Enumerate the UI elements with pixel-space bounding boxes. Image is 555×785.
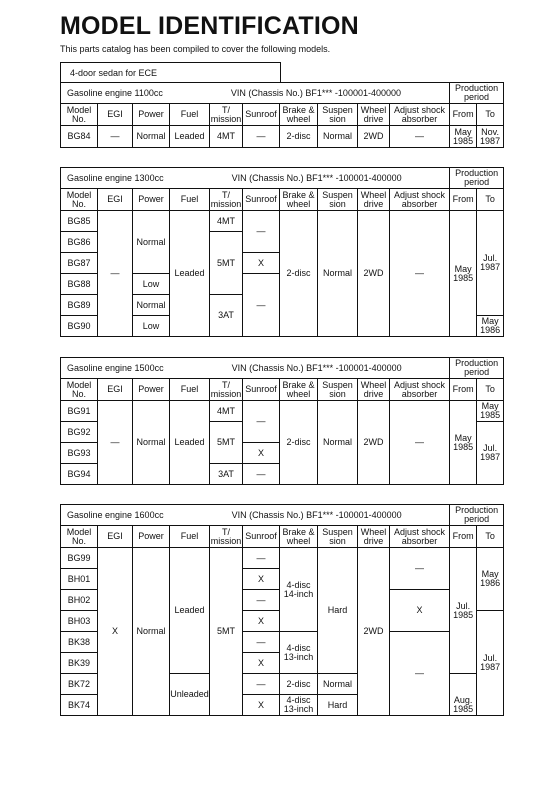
power-cell: Low (133, 274, 170, 295)
vin-range: VIN (Chassis No.) BF1*** -100001-400000 (231, 509, 402, 520)
col-brake: Brake & wheel (280, 379, 318, 401)
col-fuel: Fuel (170, 189, 210, 211)
col-egi: EGI (98, 104, 133, 126)
col-from: From (450, 104, 477, 126)
table-row (61, 126, 504, 148)
sunroof-cell: X (243, 569, 280, 590)
model-cell: BG99 (61, 548, 98, 569)
egi-cell: X (98, 548, 133, 716)
brake-cell: 2-disc (280, 401, 318, 485)
from-cell: May 1985 (450, 401, 477, 485)
drive-cell: 2WD (358, 548, 390, 716)
engine-header (61, 83, 450, 104)
model-cell: BG89 (61, 295, 98, 316)
model-cell: BH03 (61, 611, 98, 632)
col-brake: Brake & wheel (280, 104, 318, 126)
model-cell: BK38 (61, 632, 98, 653)
model-cell: BG93 (61, 443, 98, 464)
production-header: Production period (450, 168, 504, 189)
col-model: Model No. (61, 379, 98, 401)
suspension-cell: Normal (318, 211, 358, 337)
sunroof-cell: — (243, 401, 280, 443)
table-1600cc (60, 504, 504, 716)
shock-cell: — (390, 401, 450, 485)
col-model: Model No. (61, 104, 98, 126)
col-shock: Adjust shock absorber (390, 189, 450, 211)
to-cell: May 1986 (477, 548, 504, 611)
table-1100cc (60, 82, 504, 148)
egi-cell: — (98, 401, 133, 485)
fuel-cell: Unleaded (170, 674, 210, 716)
table-row (61, 401, 504, 422)
transmission-cell: 4MT (210, 211, 243, 232)
vin-range: VIN (Chassis No.) BF1*** -100001-400000 (231, 362, 402, 373)
to-cell: Jul. 1987 (477, 422, 504, 485)
engine-header (61, 358, 450, 379)
from-cell: May 1985 (450, 126, 477, 148)
model-cell: BG86 (61, 232, 98, 253)
to-cell: Nov. 1987 (477, 126, 504, 148)
drive-cell: 2WD (358, 401, 390, 485)
model-cell: BH02 (61, 590, 98, 611)
egi-cell: — (98, 211, 133, 337)
page-subtitle: This parts catalog has been compiled to cover the following models. (60, 44, 331, 54)
suspension-cell: Normal (318, 674, 358, 695)
table-row (61, 211, 504, 232)
sunroof-cell: X (243, 443, 280, 464)
drive-cell: 2WD (358, 126, 390, 148)
shock-cell: — (390, 211, 450, 337)
col-from: From (450, 526, 477, 548)
model-cell: BK72 (61, 674, 98, 695)
engine-label: Gasoline engine 1100cc (67, 87, 163, 98)
sunroof-cell: X (243, 253, 280, 274)
table-row (61, 548, 504, 569)
transmission-cell: 3AT (210, 295, 243, 337)
col-wheel-drive: Wheel drive (358, 379, 390, 401)
model-cell: BG90 (61, 316, 98, 337)
vin-range: VIN (Chassis No.) BF1*** -100001-400000 (231, 172, 402, 183)
from-cell: Jul. 1985 (450, 548, 477, 674)
col-transmission: T/ mission (210, 189, 242, 209)
engine-label: Gasoline engine 1600cc (67, 509, 164, 520)
shock-cell: — (390, 548, 450, 590)
col-wheel-drive: Wheel drive (358, 104, 390, 126)
power-cell: Normal (133, 211, 170, 274)
model-cell: BK74 (61, 695, 98, 716)
col-model: Model No. (61, 526, 98, 548)
transmission-cell: 3AT (210, 464, 243, 485)
vin-range: VIN (Chassis No.) BF1*** -100001-400000 (230, 87, 401, 98)
engine-header (61, 168, 450, 189)
sunroof-cell: — (243, 674, 280, 695)
col-wheel-drive: Wheel drive (358, 189, 390, 211)
fuel-cell: Leaded (170, 211, 210, 337)
table-1500cc (60, 357, 504, 485)
engine-label: Gasoline engine 1500cc (67, 362, 164, 373)
table-1300cc (60, 167, 504, 337)
col-to: To (477, 379, 504, 401)
transmission-cell: 5MT (210, 548, 243, 716)
model-cell: BG87 (61, 253, 98, 274)
brake-cell: 4-disc 13-inch (280, 695, 318, 716)
power-cell: Normal (133, 295, 170, 316)
col-shock: Adjust shock absorber (390, 104, 450, 126)
model-cell: BG88 (61, 274, 98, 295)
from-cell: Aug. 1985 (450, 674, 477, 716)
sunroof-cell: — (243, 548, 280, 569)
model-cell: BG94 (61, 464, 98, 485)
col-suspension: Suspen sion (318, 189, 358, 211)
col-transmission: T/ mission (210, 526, 242, 546)
suspension-cell: Normal (318, 126, 358, 148)
egi-cell: — (98, 126, 133, 148)
col-from: From (450, 189, 477, 211)
transmission-cell: 4MT (210, 401, 243, 422)
col-sunroof: Sunroof (243, 189, 280, 211)
power-cell: Normal (133, 548, 170, 716)
sunroof-cell: — (243, 590, 280, 611)
model-cell: BG92 (61, 422, 98, 443)
to-cell: May 1985 (477, 401, 504, 422)
to-cell: Jul. 1987 (477, 611, 504, 716)
suspension-cell: Hard (318, 548, 358, 674)
shock-cell: — (390, 126, 450, 148)
sunroof-cell: X (243, 695, 280, 716)
col-power: Power (133, 526, 170, 548)
brake-cell: 2-disc (280, 211, 318, 337)
page-title: MODEL IDENTIFICATION (60, 12, 359, 40)
col-transmission: T/ mission (210, 379, 242, 399)
sunroof-cell: — (243, 126, 280, 148)
model-cell: BG91 (61, 401, 98, 422)
sunroof-cell: X (243, 653, 280, 674)
model-cell: BH01 (61, 569, 98, 590)
brake-cell: 4-disc 13-inch (280, 632, 318, 674)
col-suspension: Suspen sion (318, 526, 358, 548)
power-cell: Normal (133, 126, 170, 148)
col-brake: Brake & wheel (280, 189, 318, 211)
col-wheel-drive: Wheel drive (358, 526, 390, 548)
model-cell: BK39 (61, 653, 98, 674)
brake-cell: 2-disc (280, 674, 318, 695)
from-cell: May 1985 (450, 211, 477, 337)
suspension-cell: Hard (318, 695, 358, 716)
col-power: Power (133, 189, 170, 211)
sunroof-cell: — (243, 464, 280, 485)
drive-cell: 2WD (358, 211, 390, 337)
to-cell: May 1986 (477, 316, 504, 337)
production-header: Production period (450, 83, 504, 104)
production-header: Production period (450, 358, 504, 379)
col-sunroof: Sunroof (243, 379, 280, 401)
col-egi: EGI (98, 189, 133, 211)
col-shock: Adjust shock absorber (390, 526, 450, 548)
suspension-cell: Normal (318, 401, 358, 485)
sunroof-cell: X (243, 611, 280, 632)
sunroof-cell: — (243, 274, 280, 337)
col-power: Power (133, 104, 170, 126)
col-fuel: Fuel (170, 104, 210, 126)
col-sunroof: Sunroof (243, 526, 280, 548)
col-brake: Brake & wheel (280, 526, 318, 548)
brake-cell: 4-disc 14-inch (280, 548, 318, 632)
model-cell: BG84 (61, 126, 98, 148)
col-to: To (477, 104, 504, 126)
transmission-cell: 4MT (210, 126, 243, 148)
col-egi: EGI (98, 379, 133, 401)
shock-cell: X (390, 590, 450, 632)
engine-label: Gasoline engine 1300cc (67, 172, 164, 183)
sedan-label: 4-door sedan for ECE (60, 62, 281, 82)
power-cell: Normal (133, 401, 170, 485)
transmission-cell: 5MT (210, 422, 243, 464)
engine-header (61, 505, 450, 526)
col-from: From (450, 379, 477, 401)
fuel-cell: Leaded (170, 401, 210, 485)
transmission-cell: 5MT (210, 232, 243, 295)
col-sunroof: Sunroof (243, 104, 280, 126)
fuel-cell: Leaded (170, 548, 210, 674)
production-header: Production period (450, 505, 504, 526)
fuel-cell: Leaded (170, 126, 210, 148)
col-suspension: Suspen sion (318, 104, 358, 126)
model-cell: BG85 (61, 211, 98, 232)
to-cell: Jul. 1987 (477, 211, 504, 316)
sunroof-cell: — (243, 211, 280, 253)
col-shock: Adjust shock absorber (390, 379, 450, 401)
col-suspension: Suspen sion (318, 379, 358, 401)
col-power: Power (133, 379, 170, 401)
col-model: Model No. (61, 189, 98, 211)
col-fuel: Fuel (170, 526, 210, 548)
col-fuel: Fuel (170, 379, 210, 401)
col-to: To (477, 189, 504, 211)
col-transmission: T/ mission (210, 104, 242, 124)
col-egi: EGI (98, 526, 133, 548)
col-to: To (477, 526, 504, 548)
sunroof-cell: — (243, 632, 280, 653)
brake-cell: 2-disc (280, 126, 318, 148)
power-cell: Low (133, 316, 170, 337)
shock-cell: — (390, 632, 450, 716)
